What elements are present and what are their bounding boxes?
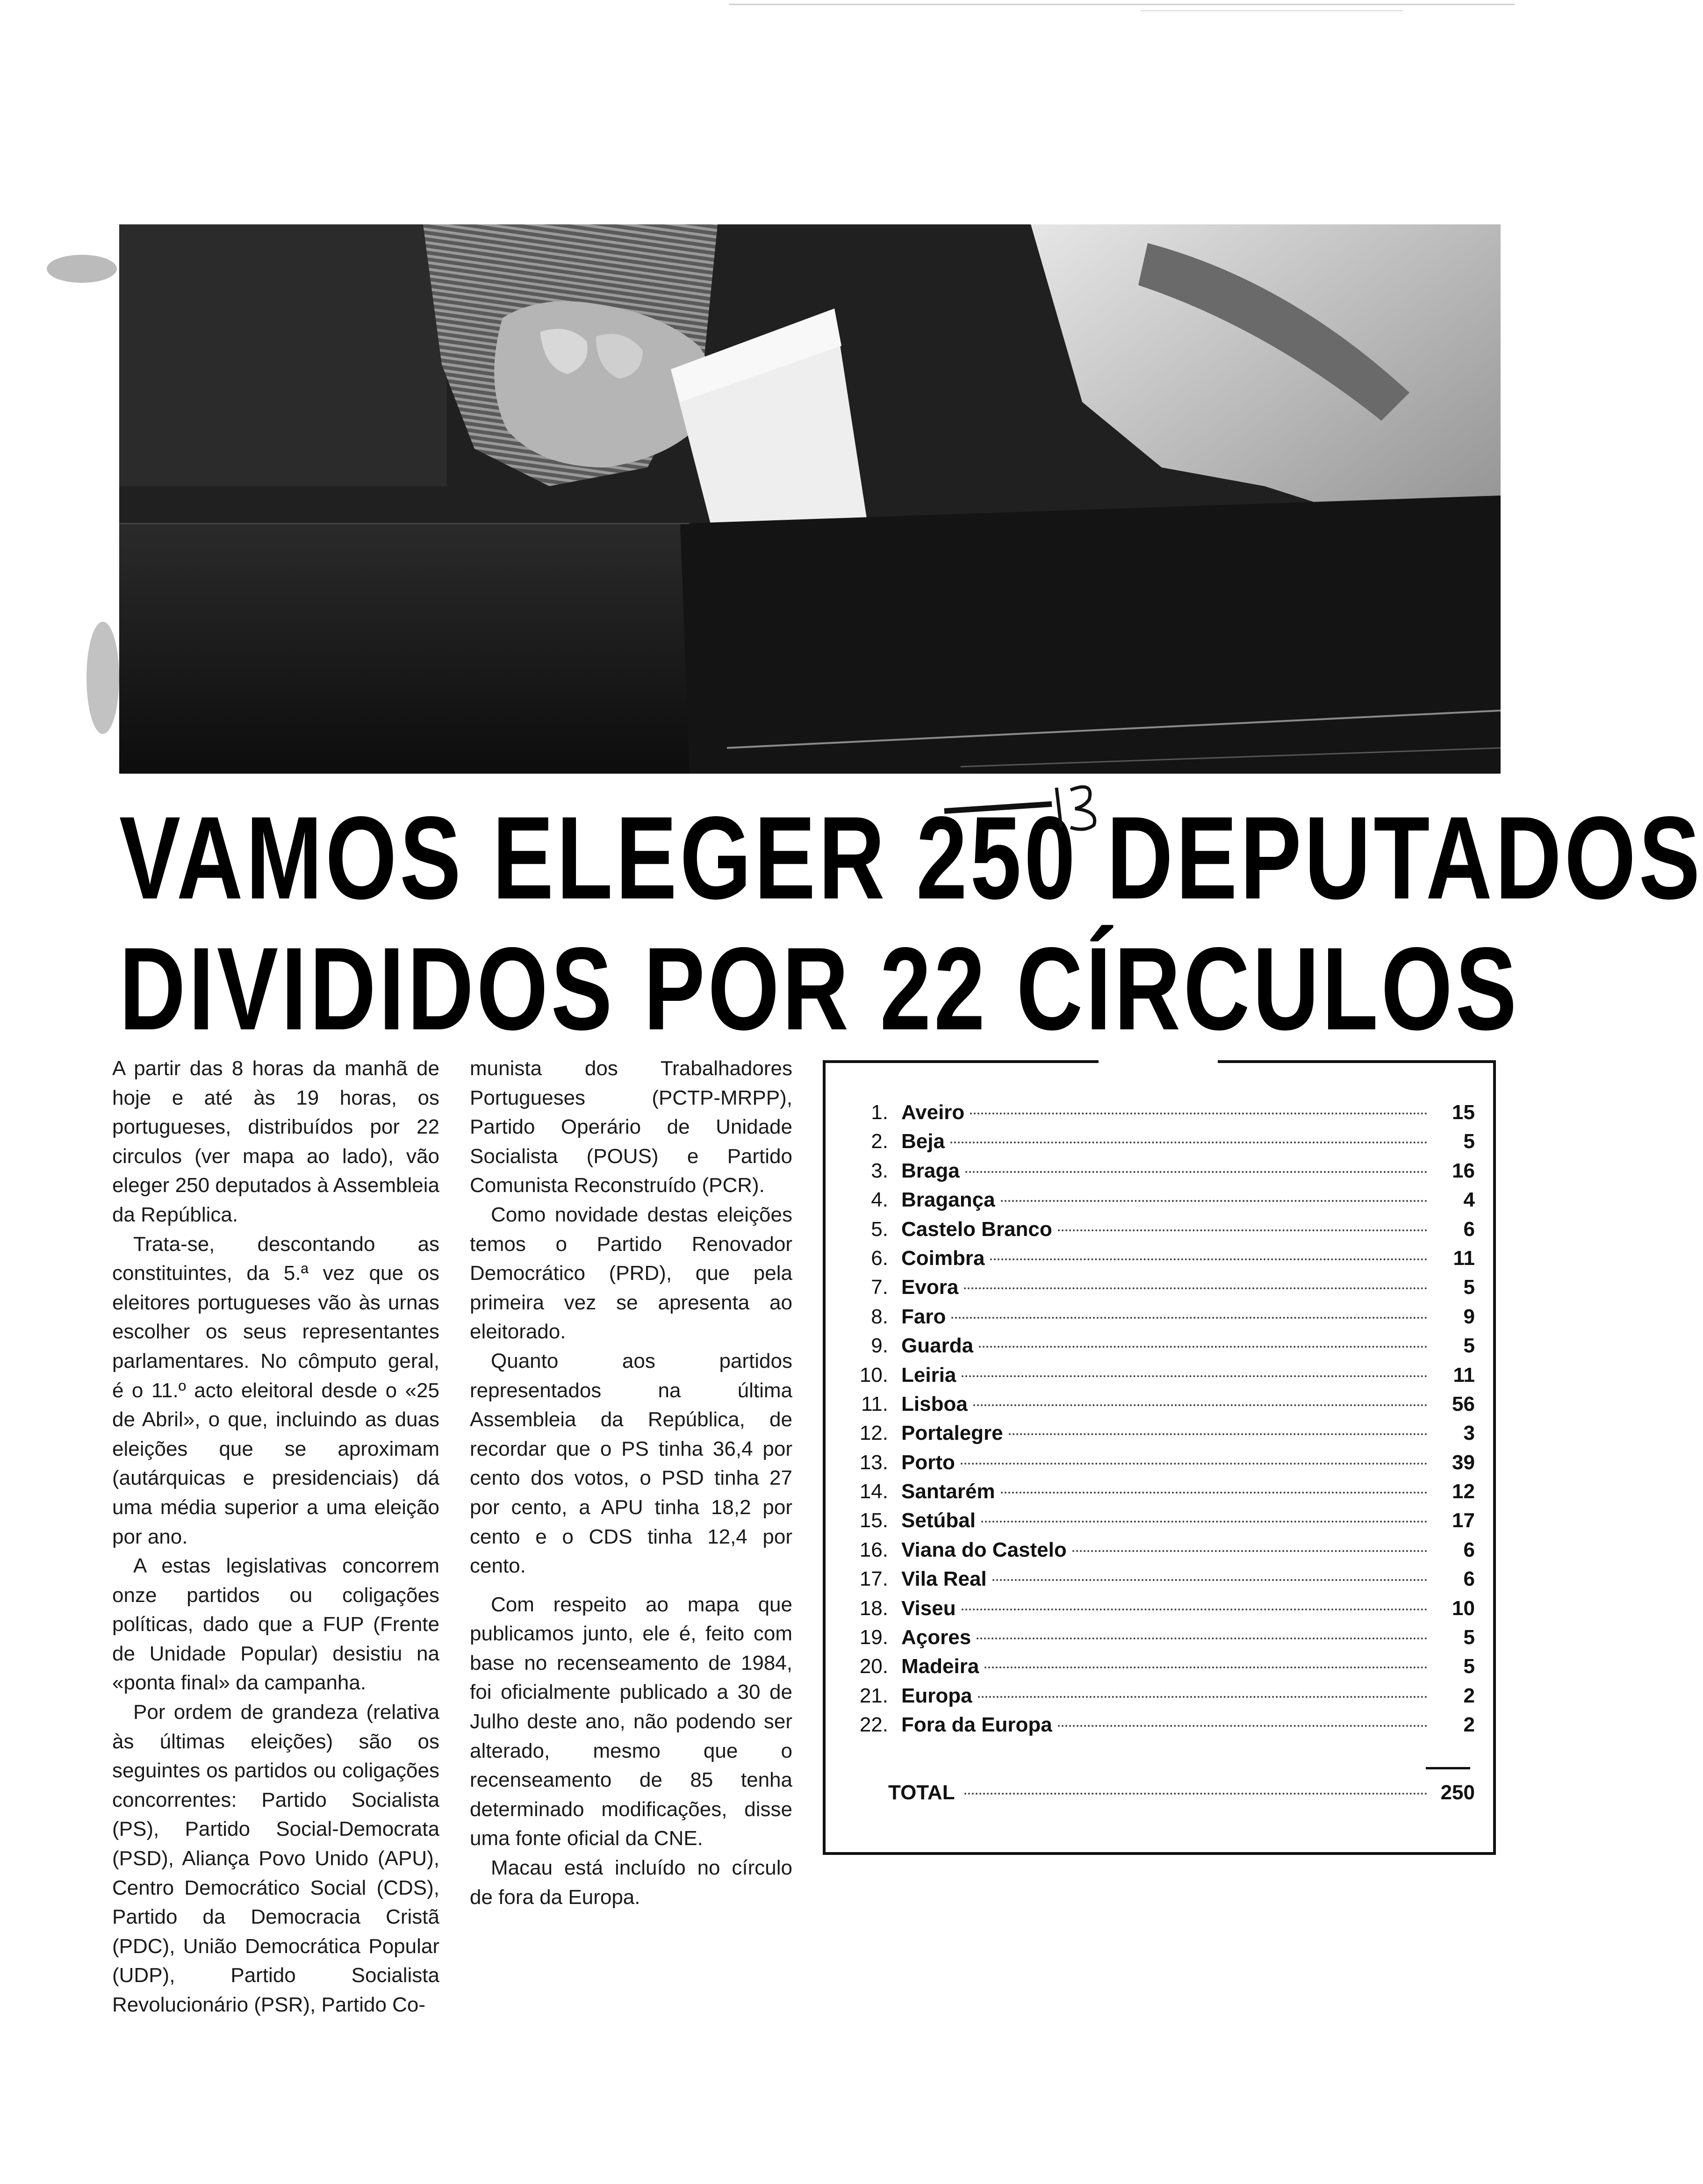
- article-paragraph: Macau está incluído no círculo de fora da Europa.: [470, 1856, 792, 1909]
- district-name: Lisboa: [901, 1392, 968, 1415]
- dot-leader: [990, 1258, 1427, 1260]
- article-paragraph: A partir das 8 horas da manhã de hoje e até às 19 horas, os portugueses, distribuídos por 22 circulos (ver mapa ao lado), vão eleger 250 deputados à Assembleia da República.: [112, 1057, 439, 1226]
- dot-leader: [965, 1171, 1427, 1173]
- seat-number: 4.: [871, 1188, 888, 1212]
- seat-row: [851, 1567, 1475, 1596]
- total-label: TOTAL: [888, 1781, 955, 1804]
- seat-count: 3: [1463, 1422, 1475, 1445]
- box-border-gap: [1099, 1056, 1218, 1067]
- seat-row: [851, 1684, 1475, 1713]
- seat-number: 21.: [859, 1684, 888, 1707]
- district-name: Açores: [901, 1626, 971, 1649]
- seat-count: 9: [1463, 1305, 1475, 1328]
- seat-number: 12.: [859, 1422, 888, 1445]
- district-name: Bragança: [901, 1188, 995, 1212]
- seat-row: [851, 1422, 1475, 1451]
- dot-leader: [1072, 1550, 1427, 1552]
- dot-leader: [1001, 1492, 1427, 1494]
- seat-number: 19.: [859, 1626, 888, 1649]
- seat-count: 6: [1463, 1567, 1475, 1591]
- seat-count: 11: [1453, 1246, 1475, 1270]
- district-name: Vila Real: [901, 1567, 987, 1591]
- seat-count: 5: [1463, 1334, 1475, 1358]
- seat-count: 2: [1463, 1713, 1475, 1737]
- dot-leader: [981, 1521, 1427, 1523]
- dot-leader: [970, 1113, 1427, 1114]
- scan-edge-line: [1141, 10, 1402, 11]
- seat-number: 6.: [871, 1246, 888, 1270]
- seat-number: 14.: [859, 1480, 888, 1503]
- seat-count: 10: [1452, 1596, 1475, 1620]
- seat-number: 11.: [861, 1392, 888, 1415]
- article-paragraph: Por ordem de grandeza (relativa às últimas eleições) são os seguintes os partidos ou coligações concorrentes: Partido Socialista (PS), Partido Social-Democrata (PSD), Aliança Povo Unido (APU), Centro Democrático Social (CDS), Partido da Democracia Cristã (PDC), União Democrática Popular (UDP), Partido Socialista Revolucionário (PSR), Partido Co-: [112, 1701, 439, 2016]
- article-paragraph: Como novidade destas eleições temos o Partido Renovador Democrático (PRD), que pela primeira vez se apresenta ao eleitorado.: [470, 1203, 792, 1343]
- seat-count: 5: [1463, 1626, 1475, 1649]
- dot-leader: [951, 1317, 1427, 1319]
- ballot-photo: [119, 224, 1501, 774]
- district-name: Leiria: [901, 1363, 956, 1387]
- seat-number: 13.: [859, 1451, 888, 1474]
- seat-number: 9.: [871, 1334, 888, 1358]
- seat-row: [851, 1626, 1475, 1655]
- total-row: [888, 1781, 1475, 1804]
- total-rule: [1426, 1767, 1470, 1769]
- seat-count: 2: [1463, 1684, 1475, 1707]
- dot-leader: [977, 1638, 1427, 1639]
- district-name: Europa: [901, 1684, 972, 1707]
- seat-row: [851, 1509, 1475, 1538]
- district-name: Coimbra: [901, 1246, 985, 1270]
- seat-count: 39: [1452, 1451, 1475, 1474]
- seat-row: [851, 1218, 1475, 1247]
- handwritten-mark: [930, 776, 1155, 841]
- seat-count: 11: [1453, 1363, 1475, 1387]
- seat-count: 12: [1452, 1480, 1475, 1503]
- dot-leader: [978, 1696, 1427, 1698]
- district-name: Beja: [901, 1130, 945, 1153]
- scan-speckle: [47, 255, 117, 283]
- seat-count: 5: [1463, 1130, 1475, 1153]
- seat-row: [851, 1597, 1475, 1626]
- seat-row: [851, 1480, 1475, 1509]
- district-name: Castelo Branco: [901, 1217, 1052, 1241]
- seat-number: 7.: [871, 1276, 888, 1299]
- seat-row: [851, 1247, 1475, 1276]
- dot-leader: [979, 1346, 1427, 1348]
- district-name: Braga: [901, 1159, 960, 1182]
- dot-leader: [964, 1287, 1427, 1289]
- district-name: Aveiro: [901, 1101, 965, 1124]
- seat-row: [851, 1305, 1475, 1334]
- seat-number: 16.: [859, 1538, 888, 1561]
- seat-row: [851, 1655, 1475, 1684]
- seat-number: 5.: [871, 1217, 888, 1241]
- seat-count: 5: [1463, 1276, 1475, 1299]
- article-column-1: [112, 1054, 439, 2020]
- seat-number: 10.: [859, 1363, 888, 1387]
- seat-row: [851, 1334, 1475, 1363]
- seat-count: 15: [1452, 1101, 1475, 1124]
- dot-leader: [964, 1793, 1427, 1795]
- seat-row: [851, 1101, 1475, 1130]
- article-paragraph: munista dos Trabalhadores Portugueses (PCTP-MRPP), Partido Operário de Unidade Socialista (POUS) e Partido Comunista Reconstruído (PCR).: [470, 1057, 792, 1197]
- seat-number: 8.: [871, 1305, 888, 1328]
- seat-number: 17.: [859, 1567, 888, 1591]
- seat-row: [851, 1393, 1475, 1422]
- dot-leader: [973, 1404, 1427, 1406]
- seat-count: 5: [1463, 1655, 1475, 1678]
- seat-count: 16: [1452, 1159, 1475, 1182]
- headline-line-1: VAMOS ELEGER 250 DEPUTADOS: [119, 792, 1703, 924]
- article-paragraph: Trata-se, descontando as constituintes, da 5.ª vez que os eleitores portugueses vão às urnas escolher os seus representantes parlamentares. No cômputo geral, é o 11.º acto eleitoral desde o «25 de Abril», o que, incluindo as duas eleições que se aproximam (autárquicas e presidenciais) dá uma média superior a uma eleição por ano.: [112, 1232, 439, 1548]
- seat-row: [851, 1276, 1475, 1305]
- district-name: Madeira: [901, 1655, 979, 1678]
- district-name: Evora: [901, 1276, 959, 1299]
- seat-row: [851, 1364, 1475, 1393]
- district-name: Viseu: [901, 1596, 956, 1620]
- dot-leader: [1009, 1433, 1427, 1435]
- article-paragraph: A estas legislativas concorrem onze partidos ou coligações políticas, dado que a FUP (Frente de Unidade Popular) desistiu na «ponta final» da campanha.: [112, 1554, 439, 1695]
- seat-count: 56: [1452, 1392, 1475, 1415]
- district-name: Faro: [901, 1305, 946, 1328]
- article-paragraph: Com respeito ao mapa que publicamos junto, ele é, feito com base no recenseamento de 1984, foi oficialmente publicado a 30 de Julho deste ano, não podendo ser alterado, mesmo que o recenseamento de 85 tenha determinado modificações, disse uma fonte oficial da CNE.: [470, 1593, 792, 1850]
- seat-number: 18.: [859, 1596, 888, 1620]
- seat-row: [851, 1159, 1475, 1188]
- district-name: Viana do Castelo: [901, 1538, 1067, 1561]
- seats-table: [851, 1101, 1475, 1743]
- dot-leader: [962, 1609, 1427, 1610]
- district-name: Porto: [901, 1451, 955, 1474]
- district-name: Guarda: [901, 1334, 974, 1358]
- district-name: Santarém: [901, 1480, 995, 1503]
- seat-row: [851, 1713, 1475, 1742]
- seat-count: 6: [1463, 1538, 1475, 1561]
- district-name: Setúbal: [901, 1509, 976, 1532]
- dot-leader: [950, 1142, 1427, 1143]
- scan-edge-line: [729, 4, 1515, 5]
- dot-leader: [992, 1579, 1427, 1581]
- district-name: Portalegre: [901, 1422, 1003, 1445]
- ballot-photo-drawing: [119, 224, 1501, 774]
- dot-leader: [1001, 1200, 1427, 1202]
- headline-line-2: DIVIDIDOS POR 22 CÍRCULOS: [119, 923, 1520, 1055]
- seat-number: 3.: [871, 1159, 888, 1182]
- scan-speckle: [86, 622, 119, 734]
- seat-number: 22.: [859, 1713, 888, 1737]
- seat-row: [851, 1130, 1475, 1159]
- district-name: Fora da Europa: [901, 1713, 1052, 1737]
- seat-number: 15.: [859, 1509, 888, 1532]
- dot-leader: [1058, 1725, 1427, 1727]
- seat-count: 6: [1463, 1217, 1475, 1241]
- article-paragraph: Quanto aos partidos representados na última Assembleia da República, de recordar que o PS tinha 36,4 por cento dos votos, o PSD tinha 27 por cento, a APU tinha 18,2 por cento e o CDS tinha 12,4 por cento.: [470, 1349, 792, 1578]
- seat-number: 20.: [859, 1655, 888, 1678]
- dot-leader: [962, 1375, 1427, 1377]
- seat-row: [851, 1538, 1475, 1567]
- dot-leader: [984, 1667, 1427, 1668]
- seat-number: 2.: [871, 1130, 888, 1153]
- dot-leader: [1058, 1229, 1427, 1231]
- seat-row: [851, 1188, 1475, 1217]
- seat-row: [851, 1451, 1475, 1480]
- seat-number: 1.: [871, 1101, 888, 1124]
- article-column-2: [470, 1054, 792, 1912]
- total-value: 250: [1440, 1781, 1475, 1804]
- seat-count: 17: [1452, 1509, 1475, 1532]
- seat-count: 4: [1463, 1188, 1475, 1212]
- dot-leader: [961, 1463, 1427, 1465]
